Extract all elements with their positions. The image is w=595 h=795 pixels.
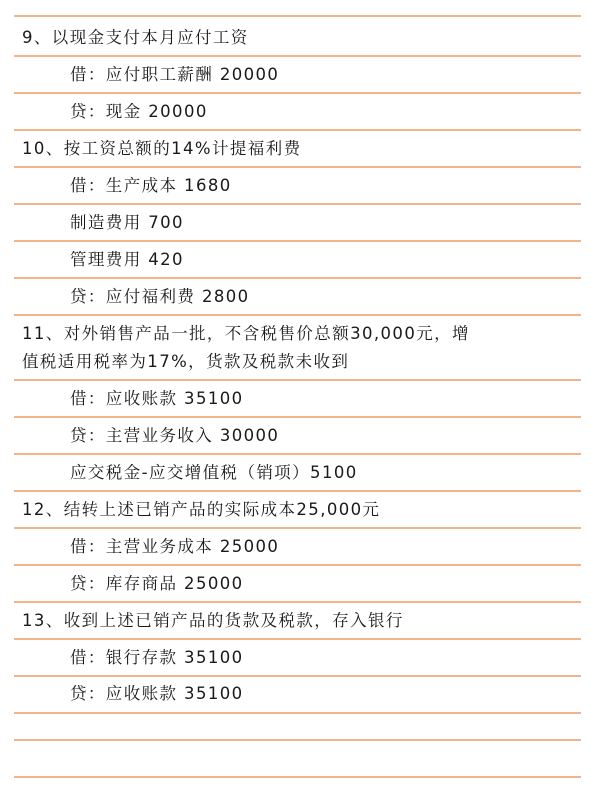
rule-line — [14, 314, 581, 316]
rule-line — [14, 240, 581, 242]
rule-line — [14, 601, 581, 603]
rule-line — [14, 55, 581, 57]
rule-line — [14, 416, 581, 418]
rule-line — [14, 277, 581, 279]
rule-line — [14, 92, 581, 94]
entry-12-debit: 借：主营业务成本 25000 — [70, 537, 280, 556]
entry-10-heading: 10、按工资总额的14%计提福利费 — [22, 139, 302, 158]
rule-line — [14, 15, 581, 17]
entry-9-debit: 借：应付职工薪酬 20000 — [70, 65, 280, 84]
rule-line — [14, 739, 581, 741]
rule-line — [14, 675, 581, 677]
entry-10-debit-3: 管理费用 420 — [70, 250, 184, 269]
rule-line — [14, 638, 581, 640]
entry-13-credit: 贷：应收账款 35100 — [70, 684, 244, 703]
rule-line — [14, 564, 581, 566]
entry-9-credit: 贷：现金 20000 — [70, 102, 208, 121]
rule-line — [14, 490, 581, 492]
entry-10-debit-2: 制造费用 700 — [70, 213, 184, 232]
rule-line — [14, 776, 581, 778]
rule-line — [14, 166, 581, 168]
rule-line — [14, 203, 581, 205]
entry-11-debit: 借：应收账款 35100 — [70, 389, 244, 408]
entry-13-heading: 13、收到上述已销产品的货款及税款，存入银行 — [22, 611, 404, 630]
rule-line — [14, 453, 581, 455]
entry-11-heading-cont: 值税适用税率为17%，货款及税款未收到 — [22, 352, 350, 371]
rule-line — [14, 712, 581, 714]
entry-9-heading: 9、以现金支付本月应付工资 — [22, 28, 249, 47]
entry-10-debit: 借：生产成本 1680 — [70, 176, 232, 195]
entry-11-credit: 贷：主营业务收入 30000 — [70, 426, 280, 445]
entry-11-heading: 11、对外销售产品一批，不含税售价总额30,000元，增 — [22, 324, 470, 343]
entry-13-debit: 借：银行存款 35100 — [70, 648, 244, 667]
rule-line — [14, 379, 581, 381]
entry-12-heading: 12、结转上述已销产品的实际成本25,000元 — [22, 500, 381, 519]
entry-10-credit: 贷：应付福利费 2800 — [70, 287, 250, 306]
rule-line — [14, 129, 581, 131]
rule-line — [14, 527, 581, 529]
entry-12-credit: 贷：库存商品 25000 — [70, 574, 244, 593]
entry-11-credit-2: 应交税金-应交增值税（销项）5100 — [70, 463, 358, 482]
